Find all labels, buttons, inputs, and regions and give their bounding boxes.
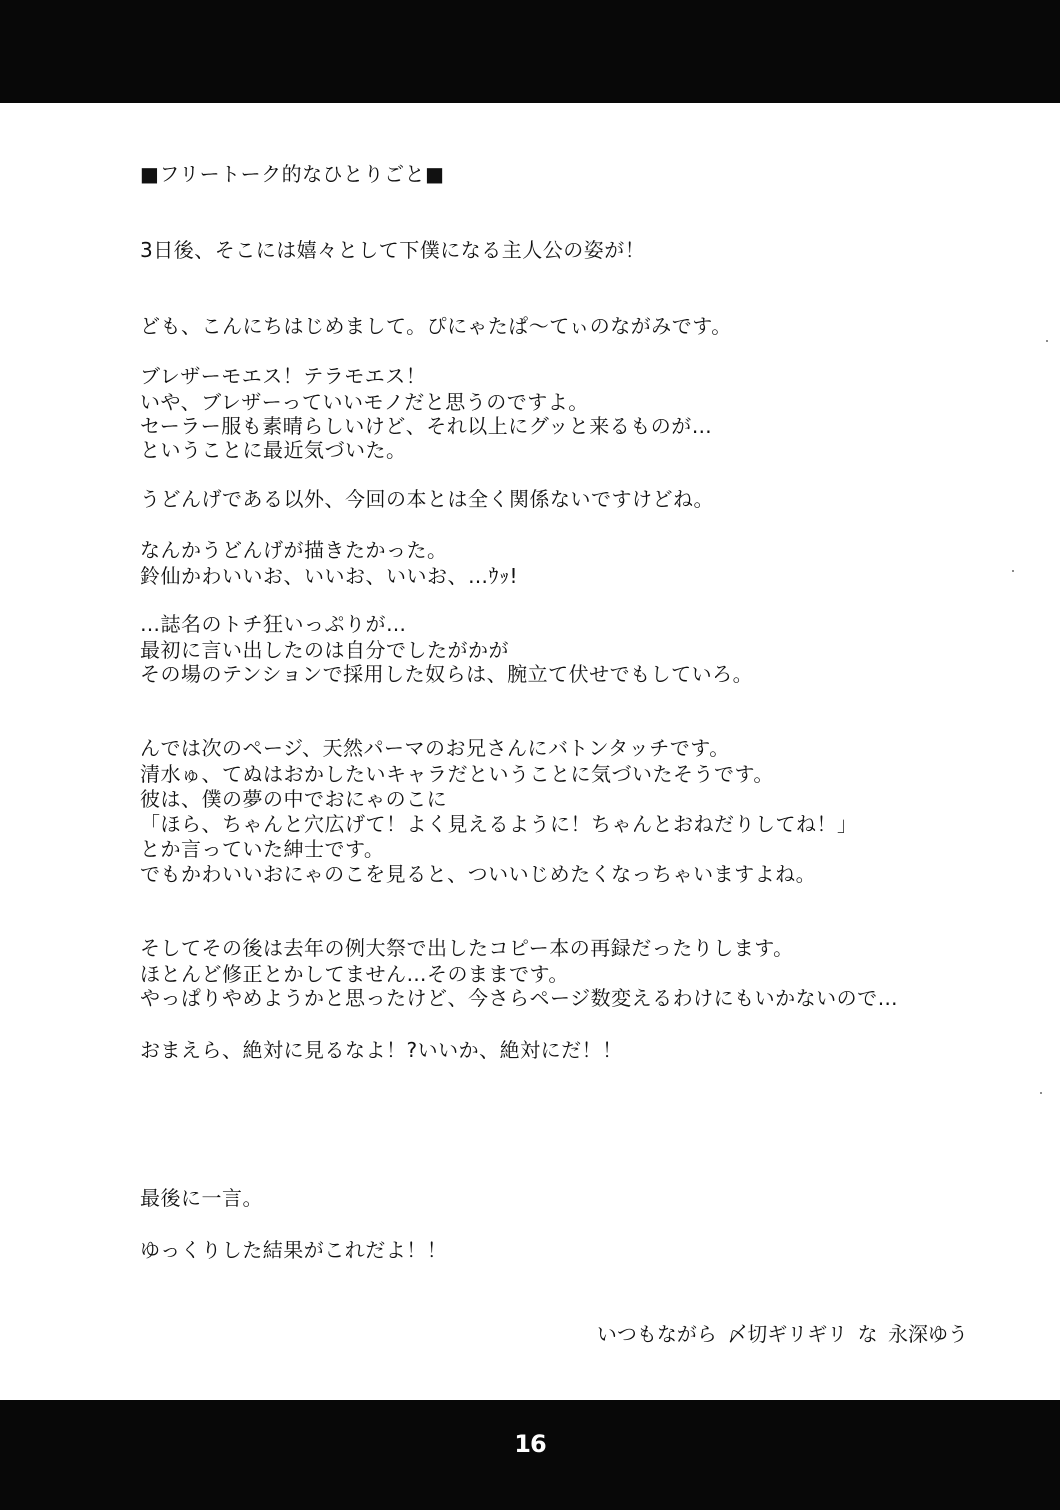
- body-line: でもかわいいおにゃのこを見ると、ついいじめたくなっちゃいますよね。: [140, 862, 817, 886]
- body-line: その場のテンションで採用した奴らは、腕立て伏せでもしていろ。: [140, 662, 754, 686]
- scan-speck: [1012, 570, 1014, 572]
- body-line: 3日後、そこには嬉々として下僕になる主人公の姿が！: [140, 238, 646, 262]
- body-line: ども、こんにちはじめまして。ぴにゃたぱ～てぃのながみです。: [140, 314, 732, 338]
- body-line: ブレザーモエス！テラモエス！: [140, 364, 427, 388]
- body-line: 「ほら、ちゃんと穴広げて！よく見えるように！ちゃんとおねだりしてね！」: [140, 812, 858, 836]
- page-number: 16: [514, 1430, 546, 1458]
- body-line: ほとんど修正とかしてません…そのままです。: [140, 962, 569, 986]
- body-line: おまえら、絶対に見るなよ！?いいか、絶対にだ！！: [140, 1038, 623, 1062]
- body-line: 鈴仙かわいいお、いいお、いいお、…ｳｯ!: [140, 564, 519, 588]
- body-line: んでは次のページ、天然パーマのお兄さんにバトンタッチです。: [140, 736, 730, 760]
- body-line: うどんげである以外、今回の本とは全く関係ないですけどね。: [140, 487, 714, 511]
- author-signature: いつもながら 〆切ギリギリ な 永深ゆう: [596, 1322, 968, 1346]
- body-line: ということに最近気づいた。: [140, 438, 407, 462]
- body-line: セーラー服も素晴らしいけど、それ以上にグッと来るものが…: [140, 414, 713, 438]
- body-line: いや、ブレザーっていいモノだと思うのですよ。: [140, 390, 589, 414]
- top-black-band: [0, 0, 1060, 103]
- body-line: とか言っていた紳士です。: [140, 837, 385, 861]
- body-line: 彼は、僕の夢の中でおにゃのこに: [140, 787, 448, 811]
- body-line: やっぱりやめようかと思ったけど、今さらページ数変えるわけにもいかないので…: [140, 986, 899, 1010]
- section-title: ■フリートーク的なひとりごと■: [140, 162, 445, 186]
- body-line: なんかうどんげが描きたかった。: [140, 538, 448, 562]
- body-line: 最後に一言。: [140, 1186, 263, 1210]
- body-line: 最初に言い出したのは自分でしたがかが: [140, 638, 509, 662]
- scan-speck: [1046, 340, 1048, 342]
- body-line: …誌名のトチ狂いっぷりが…: [140, 612, 407, 636]
- body-line: 清水ゅ、てぬはおかしたいキャラだということに気づいたそうです。: [140, 762, 774, 786]
- body-line: そしてその後は去年の例大祭で出したコピー本の再録だったりします。: [140, 936, 794, 960]
- body-line: ゆっくりした結果がこれだよ！！: [140, 1238, 448, 1262]
- scan-speck: [1040, 1092, 1042, 1094]
